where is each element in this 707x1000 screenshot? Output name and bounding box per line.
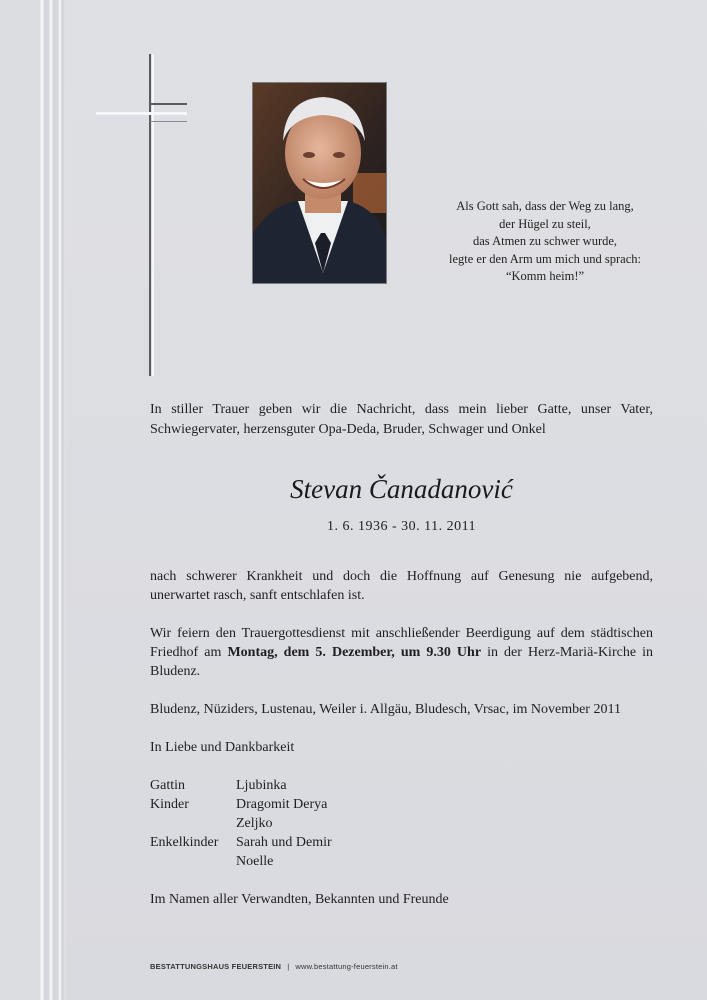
family-names: Zeljko <box>236 816 273 831</box>
family-role: Kinder <box>150 797 189 812</box>
funeral-text-before: Wir feiern den Trauergottesdienst mit anschließender Beerdigung auf dem städtischen Friedhof am <box>150 626 653 660</box>
family-role: Enkelkinder <box>150 835 219 850</box>
quote-line: Als Gott sah, dass der Weg zu lang, <box>456 199 634 213</box>
funeral-home-name: BESTATTUNGSHAUS FEUERSTEIN <box>150 962 282 971</box>
intro-text: In stiller Trauer geben wir die Nachricht, dass mein lieber Gatte, unser Vater, Schwiegervater, herzensguter Opa-Deda, Bruder, Schwager und Onkel <box>150 402 653 437</box>
family-names: Dragomit Derya <box>236 797 328 812</box>
family-names: Ljubinka <box>236 778 287 793</box>
family-names: Sarah und Demir <box>236 835 332 850</box>
places-and-date: Bludenz, Nüziders, Lustenau, Weiler i. Allgäu, Bludesch, Vrsac, im November 2011 <box>150 702 621 717</box>
quote-line: der Hügel zu steil, <box>499 216 591 231</box>
family-names: Noelle <box>236 854 274 869</box>
passing-text: nach schwerer Krankheit und doch die Hoffnung auf Genesung nie aufgebend, unerwartet rasch, sanft entschlafen ist. <box>150 569 653 603</box>
love-and-gratitude: In Liebe und Dankbarkeit <box>150 740 295 755</box>
funeral-date-time: Montag, dem 5. Dezember, um 9.30 Uhr <box>227 645 482 660</box>
family-role <box>150 814 236 833</box>
family-row <box>150 814 550 833</box>
life-dates: 1. 6. 1936 - 30. 11. 2011 <box>326 519 477 534</box>
family-row <box>150 776 550 795</box>
funeral-text-after: in der Herz-Mariä-Kirche in Bludenz. <box>150 645 653 679</box>
family-role: Gattin <box>150 778 185 793</box>
funeral-home-footer <box>150 962 398 971</box>
deceased-name: Stevan Čanadanović <box>290 474 513 504</box>
family-list <box>150 776 550 871</box>
closing-text: Im Namen aller Verwandten, Bekannten und Freunde <box>150 892 449 907</box>
family-row <box>150 833 550 852</box>
funeral-home-url: www.bestattung-feuerstein.at <box>295 962 398 971</box>
memorial-quote <box>430 198 660 286</box>
family-row <box>150 852 550 871</box>
quote-line: “Komm heim!” <box>505 269 585 283</box>
family-row <box>150 795 550 814</box>
family-role <box>150 852 236 871</box>
portrait-photo <box>252 82 387 284</box>
quote-line: legte er den Arm um mich und sprach: <box>449 251 641 266</box>
quote-line: das Atmen zu schwer wurde, <box>472 234 618 248</box>
decorative-left-stripes <box>0 0 66 1000</box>
funeral-service-text <box>150 624 653 681</box>
footer-separator: | <box>287 962 290 971</box>
